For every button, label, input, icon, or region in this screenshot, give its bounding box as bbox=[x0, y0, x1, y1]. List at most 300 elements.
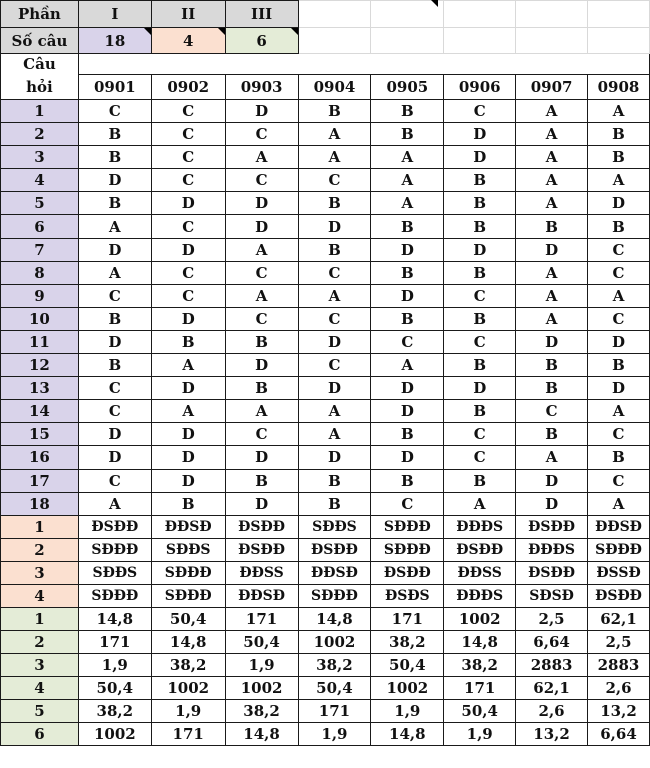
answer-cell[interactable]: 13,2 bbox=[516, 722, 588, 745]
question-number-cell[interactable]: 1 bbox=[1, 515, 79, 538]
exam-code-header[interactable]: 0901 bbox=[78, 75, 151, 100]
part-name-cell[interactable]: I bbox=[78, 1, 151, 28]
answer-cell[interactable]: A bbox=[444, 492, 516, 515]
answer-cell[interactable]: D bbox=[444, 238, 516, 261]
answer-cell[interactable]: 50,4 bbox=[371, 653, 444, 676]
answer-cell[interactable]: C bbox=[225, 123, 298, 146]
question-number-cell[interactable]: 2 bbox=[1, 538, 79, 561]
question-number-cell[interactable]: 3 bbox=[1, 561, 79, 584]
answer-cell[interactable]: D bbox=[151, 423, 225, 446]
cau-hoi-label-top: Câu bbox=[1, 54, 79, 75]
answer-cell[interactable]: D bbox=[78, 169, 151, 192]
answer-cell[interactable]: 171 bbox=[225, 607, 298, 630]
answer-cell[interactable]: C bbox=[225, 423, 298, 446]
answer-row bbox=[1, 192, 650, 215]
answer-cell[interactable]: B bbox=[298, 192, 371, 215]
answer-cell[interactable]: B bbox=[516, 215, 588, 238]
answer-row bbox=[1, 469, 650, 492]
answer-cell[interactable]: B bbox=[298, 238, 371, 261]
answer-cell[interactable]: A bbox=[371, 192, 444, 215]
answer-cell[interactable]: SĐĐĐ bbox=[151, 561, 225, 584]
answer-cell[interactable]: A bbox=[516, 284, 588, 307]
part-count-cell[interactable]: 18 bbox=[78, 28, 151, 54]
answer-cell[interactable]: A bbox=[516, 192, 588, 215]
answer-cell[interactable]: B bbox=[516, 354, 588, 377]
question-number-cell[interactable]: 14 bbox=[1, 400, 79, 423]
answer-cell[interactable]: ĐĐSĐ bbox=[298, 561, 371, 584]
empty-cell[interactable] bbox=[588, 28, 650, 54]
empty-cell[interactable] bbox=[516, 1, 588, 28]
answer-cell[interactable]: ĐSĐĐ bbox=[78, 515, 151, 538]
answer-cell[interactable]: B bbox=[444, 307, 516, 330]
answer-cell[interactable]: A bbox=[225, 146, 298, 169]
answer-cell[interactable]: D bbox=[371, 284, 444, 307]
answer-cell[interactable]: C bbox=[151, 215, 225, 238]
answer-cell[interactable]: D bbox=[588, 377, 650, 400]
answer-cell[interactable]: 38,2 bbox=[298, 653, 371, 676]
answer-cell[interactable]: D bbox=[516, 469, 588, 492]
answer-row bbox=[1, 215, 650, 238]
answer-cell[interactable]: 1,9 bbox=[225, 653, 298, 676]
answer-cell[interactable]: D bbox=[225, 354, 298, 377]
sheet-body bbox=[1, 1, 650, 746]
answer-cell[interactable]: 50,4 bbox=[444, 699, 516, 722]
answer-cell[interactable]: SĐĐĐ bbox=[78, 538, 151, 561]
answer-cell[interactable]: 13,2 bbox=[588, 699, 650, 722]
answer-cell[interactable]: SĐĐĐ bbox=[298, 584, 371, 607]
answer-cell[interactable]: SĐĐS bbox=[298, 515, 371, 538]
answer-cell[interactable]: ĐSĐĐ bbox=[371, 561, 444, 584]
answer-cell[interactable]: ĐSĐĐ bbox=[444, 538, 516, 561]
header-blank bbox=[78, 54, 649, 75]
empty-cell[interactable] bbox=[588, 1, 650, 28]
question-number-cell[interactable]: 4 bbox=[1, 584, 79, 607]
answer-cell[interactable]: 50,4 bbox=[151, 607, 225, 630]
answer-cell[interactable]: A bbox=[516, 446, 588, 469]
answer-row bbox=[1, 307, 650, 330]
answer-row bbox=[1, 261, 650, 284]
answer-cell[interactable]: 38,2 bbox=[78, 699, 151, 722]
answer-cell[interactable]: 1002 bbox=[225, 676, 298, 699]
answer-cell[interactable]: C bbox=[78, 377, 151, 400]
answer-row bbox=[1, 722, 650, 745]
question-number-cell[interactable]: 13 bbox=[1, 377, 79, 400]
answer-cell[interactable]: C bbox=[444, 446, 516, 469]
answer-cell[interactable]: B bbox=[78, 123, 151, 146]
exam-code-header[interactable]: 0906 bbox=[444, 75, 516, 100]
answer-cell[interactable]: 14,8 bbox=[151, 630, 225, 653]
answer-cell[interactable]: A bbox=[371, 169, 444, 192]
answer-cell[interactable]: D bbox=[588, 192, 650, 215]
answer-cell[interactable]: SĐĐĐ bbox=[371, 515, 444, 538]
answer-cell[interactable]: C bbox=[298, 261, 371, 284]
answer-cell[interactable]: ĐSĐĐ bbox=[588, 584, 650, 607]
answer-cell[interactable]: 1002 bbox=[371, 676, 444, 699]
answer-cell[interactable]: C bbox=[78, 469, 151, 492]
answer-cell[interactable]: C bbox=[298, 307, 371, 330]
answer-cell[interactable]: 1002 bbox=[151, 676, 225, 699]
answer-cell[interactable]: SĐĐĐ bbox=[151, 584, 225, 607]
answer-cell[interactable]: B bbox=[225, 377, 298, 400]
answer-cell[interactable]: D bbox=[298, 215, 371, 238]
answer-cell[interactable]: A bbox=[298, 423, 371, 446]
answer-cell[interactable]: 14,8 bbox=[298, 607, 371, 630]
answer-cell[interactable]: A bbox=[298, 146, 371, 169]
answer-cell[interactable]: D bbox=[298, 330, 371, 353]
answer-cell[interactable]: C bbox=[151, 146, 225, 169]
answer-cell[interactable]: C bbox=[225, 261, 298, 284]
answer-cell[interactable]: 2,5 bbox=[588, 630, 650, 653]
answer-cell[interactable]: 2883 bbox=[588, 653, 650, 676]
answer-row bbox=[1, 238, 650, 261]
part-count-cell[interactable]: 4 bbox=[151, 28, 225, 54]
answer-cell[interactable]: C bbox=[444, 284, 516, 307]
answer-cell[interactable]: B bbox=[588, 146, 650, 169]
answer-row bbox=[1, 377, 650, 400]
answer-cell[interactable]: C bbox=[225, 307, 298, 330]
answer-cell[interactable]: A bbox=[516, 123, 588, 146]
answer-cell[interactable]: 6,64 bbox=[588, 722, 650, 745]
answer-cell[interactable]: C bbox=[371, 492, 444, 515]
answer-cell[interactable]: D bbox=[225, 192, 298, 215]
question-number-cell[interactable]: 2 bbox=[1, 630, 79, 653]
answer-cell[interactable]: SĐĐS bbox=[151, 538, 225, 561]
answer-cell[interactable]: B bbox=[516, 423, 588, 446]
answer-cell[interactable]: 38,2 bbox=[371, 630, 444, 653]
exam-code-header[interactable]: 0907 bbox=[516, 75, 588, 100]
answer-cell[interactable]: C bbox=[78, 284, 151, 307]
answer-cell[interactable]: 14,8 bbox=[225, 722, 298, 745]
answer-cell[interactable]: C bbox=[298, 169, 371, 192]
answer-cell[interactable]: 62,1 bbox=[588, 607, 650, 630]
answer-cell[interactable]: B bbox=[444, 169, 516, 192]
empty-cell[interactable] bbox=[444, 1, 516, 28]
answer-cell[interactable]: C bbox=[151, 284, 225, 307]
question-number-cell[interactable]: 1 bbox=[1, 607, 79, 630]
answer-cell[interactable]: A bbox=[78, 215, 151, 238]
part-name-cell[interactable]: II bbox=[151, 1, 225, 28]
answer-cell[interactable]: A bbox=[588, 100, 650, 123]
answer-cell[interactable]: 50,4 bbox=[298, 676, 371, 699]
answer-cell[interactable]: SĐĐS bbox=[78, 561, 151, 584]
answer-cell[interactable]: D bbox=[298, 377, 371, 400]
answer-cell[interactable]: C bbox=[444, 330, 516, 353]
answer-cell[interactable]: 1002 bbox=[444, 607, 516, 630]
answer-row bbox=[1, 330, 650, 353]
answer-cell[interactable]: SĐĐĐ bbox=[588, 538, 650, 561]
answer-cell[interactable]: B bbox=[444, 354, 516, 377]
answer-cell[interactable]: B bbox=[516, 377, 588, 400]
part-count-cell[interactable]: 6 bbox=[225, 28, 298, 54]
exam-code-header[interactable]: 0908 bbox=[588, 75, 650, 100]
answer-cell[interactable]: 171 bbox=[444, 676, 516, 699]
answer-cell[interactable]: C bbox=[516, 400, 588, 423]
answer-cell[interactable]: B bbox=[444, 192, 516, 215]
answer-cell[interactable]: D bbox=[371, 446, 444, 469]
answer-cell[interactable]: 1,9 bbox=[444, 722, 516, 745]
answer-cell[interactable]: C bbox=[78, 100, 151, 123]
answer-cell[interactable]: A bbox=[151, 354, 225, 377]
answer-cell[interactable]: 2,6 bbox=[516, 699, 588, 722]
empty-cell[interactable] bbox=[444, 28, 516, 54]
answer-cell[interactable]: D bbox=[371, 377, 444, 400]
question-number-cell[interactable]: 4 bbox=[1, 676, 79, 699]
answer-cell[interactable]: ĐĐSĐ bbox=[225, 584, 298, 607]
answer-cell[interactable]: 1002 bbox=[78, 722, 151, 745]
answer-cell[interactable]: D bbox=[78, 238, 151, 261]
answer-cell[interactable]: 1,9 bbox=[151, 699, 225, 722]
answer-row bbox=[1, 123, 650, 146]
answer-cell[interactable]: D bbox=[371, 400, 444, 423]
code-header-row bbox=[1, 75, 650, 100]
answer-cell[interactable]: B bbox=[588, 446, 650, 469]
exam-code-header[interactable]: 0903 bbox=[225, 75, 298, 100]
answer-cell[interactable]: A bbox=[516, 100, 588, 123]
answer-cell[interactable]: B bbox=[371, 100, 444, 123]
answer-cell[interactable]: B bbox=[371, 307, 444, 330]
answer-row bbox=[1, 561, 650, 584]
answer-cell[interactable]: D bbox=[516, 492, 588, 515]
answer-cell[interactable]: 14,8 bbox=[444, 630, 516, 653]
question-number-cell[interactable]: 4 bbox=[1, 169, 79, 192]
question-number-cell[interactable]: 3 bbox=[1, 146, 79, 169]
question-number-cell[interactable]: 11 bbox=[1, 330, 79, 353]
answer-cell[interactable]: 6,64 bbox=[516, 630, 588, 653]
question-number-cell[interactable]: 10 bbox=[1, 307, 79, 330]
answer-cell[interactable]: ĐSĐĐ bbox=[516, 561, 588, 584]
answer-cell[interactable]: D bbox=[151, 192, 225, 215]
question-number-cell[interactable]: 2 bbox=[1, 123, 79, 146]
question-number-cell[interactable]: 6 bbox=[1, 215, 79, 238]
answer-cell[interactable]: D bbox=[78, 330, 151, 353]
answer-cell[interactable]: D bbox=[78, 423, 151, 446]
answer-cell[interactable]: B bbox=[444, 400, 516, 423]
answer-cell[interactable]: B bbox=[588, 123, 650, 146]
answer-cell[interactable]: A bbox=[225, 284, 298, 307]
answer-cell[interactable]: ĐĐĐS bbox=[516, 538, 588, 561]
question-number-cell[interactable]: 12 bbox=[1, 354, 79, 377]
answer-cell[interactable]: 38,2 bbox=[225, 699, 298, 722]
answer-row bbox=[1, 492, 650, 515]
answer-cell[interactable]: D bbox=[298, 446, 371, 469]
answer-cell[interactable]: 1002 bbox=[298, 630, 371, 653]
answer-cell[interactable]: C bbox=[444, 100, 516, 123]
part-name-cell[interactable]: III bbox=[225, 1, 298, 28]
answer-cell[interactable]: D bbox=[225, 215, 298, 238]
answer-cell[interactable]: A bbox=[516, 146, 588, 169]
answer-cell[interactable]: C bbox=[151, 169, 225, 192]
empty-cell[interactable] bbox=[298, 28, 371, 54]
answer-cell[interactable]: D bbox=[151, 446, 225, 469]
answer-cell[interactable]: D bbox=[151, 377, 225, 400]
phan-row bbox=[1, 1, 650, 28]
question-number-cell[interactable]: 17 bbox=[1, 469, 79, 492]
empty-cell[interactable] bbox=[371, 28, 444, 54]
answer-cell[interactable]: B bbox=[371, 261, 444, 284]
answer-cell[interactable]: D bbox=[444, 146, 516, 169]
question-number-cell[interactable]: 18 bbox=[1, 492, 79, 515]
answer-cell[interactable]: A bbox=[588, 492, 650, 515]
answer-cell[interactable]: ĐĐSĐ bbox=[588, 515, 650, 538]
answer-cell[interactable]: 2,6 bbox=[588, 676, 650, 699]
question-number-cell[interactable]: 5 bbox=[1, 699, 79, 722]
answer-cell[interactable]: B bbox=[78, 192, 151, 215]
answer-cell[interactable]: D bbox=[151, 469, 225, 492]
answer-cell[interactable]: ĐSĐĐ bbox=[225, 515, 298, 538]
exam-code-header[interactable]: 0905 bbox=[371, 75, 444, 100]
answer-cell[interactable]: B bbox=[298, 100, 371, 123]
question-number-cell[interactable]: 9 bbox=[1, 284, 79, 307]
cau-hoi-row-top bbox=[1, 54, 650, 75]
answer-cell[interactable]: A bbox=[516, 307, 588, 330]
answer-row bbox=[1, 584, 650, 607]
so-cau-row bbox=[1, 28, 650, 54]
empty-cell[interactable] bbox=[298, 1, 371, 28]
answer-cell[interactable]: D bbox=[516, 238, 588, 261]
answer-cell[interactable]: ĐSĐĐ bbox=[516, 515, 588, 538]
answer-cell[interactable]: 38,2 bbox=[444, 653, 516, 676]
answer-cell[interactable]: C bbox=[371, 330, 444, 353]
answer-cell[interactable]: A bbox=[516, 169, 588, 192]
answer-cell[interactable]: 1,9 bbox=[298, 722, 371, 745]
answer-cell[interactable]: 2,5 bbox=[516, 607, 588, 630]
answer-cell[interactable]: B bbox=[444, 215, 516, 238]
answer-cell[interactable]: B bbox=[151, 330, 225, 353]
answer-cell[interactable]: SĐĐĐ bbox=[78, 584, 151, 607]
answer-cell[interactable]: B bbox=[371, 215, 444, 238]
answer-cell[interactable]: D bbox=[444, 123, 516, 146]
answer-cell[interactable]: B bbox=[444, 469, 516, 492]
answer-cell[interactable]: D bbox=[225, 446, 298, 469]
question-number-cell[interactable]: 16 bbox=[1, 446, 79, 469]
exam-code-header[interactable]: 0904 bbox=[298, 75, 371, 100]
answer-cell[interactable]: A bbox=[225, 238, 298, 261]
answer-cell[interactable]: 62,1 bbox=[516, 676, 588, 699]
answer-cell[interactable]: B bbox=[371, 123, 444, 146]
answer-cell[interactable]: A bbox=[371, 354, 444, 377]
question-number-cell[interactable]: 15 bbox=[1, 423, 79, 446]
answer-cell[interactable]: C bbox=[588, 238, 650, 261]
answer-cell[interactable]: 2883 bbox=[516, 653, 588, 676]
empty-cell[interactable] bbox=[516, 28, 588, 54]
answer-cell[interactable]: ĐĐĐS bbox=[444, 515, 516, 538]
exam-code-header[interactable]: 0902 bbox=[151, 75, 225, 100]
answer-cell[interactable]: C bbox=[151, 123, 225, 146]
answer-cell[interactable]: A bbox=[371, 146, 444, 169]
answer-cell[interactable]: D bbox=[444, 377, 516, 400]
answer-cell[interactable]: SĐĐĐ bbox=[371, 538, 444, 561]
answer-cell[interactable]: SĐSĐ bbox=[516, 584, 588, 607]
answer-cell[interactable]: 50,4 bbox=[225, 630, 298, 653]
answer-cell[interactable]: B bbox=[78, 307, 151, 330]
answer-cell[interactable]: D bbox=[151, 238, 225, 261]
answer-cell[interactable]: 14,8 bbox=[78, 607, 151, 630]
answer-cell[interactable]: 171 bbox=[78, 630, 151, 653]
answer-cell[interactable]: ĐĐSS bbox=[225, 561, 298, 584]
answer-cell[interactable]: D bbox=[225, 492, 298, 515]
answer-cell[interactable]: A bbox=[78, 261, 151, 284]
answer-row bbox=[1, 538, 650, 561]
answer-cell[interactable]: ĐSĐĐ bbox=[298, 538, 371, 561]
answer-cell[interactable]: B bbox=[588, 354, 650, 377]
answer-cell[interactable]: A bbox=[298, 123, 371, 146]
answer-cell[interactable]: 1,9 bbox=[78, 653, 151, 676]
answer-cell[interactable]: D bbox=[588, 330, 650, 353]
answer-cell[interactable]: 14,8 bbox=[371, 722, 444, 745]
answer-cell[interactable]: D bbox=[225, 100, 298, 123]
answer-cell[interactable]: A bbox=[298, 400, 371, 423]
question-number-cell[interactable]: 8 bbox=[1, 261, 79, 284]
answer-cell[interactable]: B bbox=[225, 330, 298, 353]
answer-cell[interactable]: A bbox=[588, 284, 650, 307]
answer-cell[interactable]: A bbox=[516, 261, 588, 284]
answer-cell[interactable]: A bbox=[78, 492, 151, 515]
answer-cell[interactable]: A bbox=[151, 400, 225, 423]
answer-cell[interactable]: 1,9 bbox=[371, 699, 444, 722]
answer-cell[interactable]: B bbox=[588, 215, 650, 238]
answer-cell[interactable]: A bbox=[298, 284, 371, 307]
answer-cell[interactable]: D bbox=[516, 330, 588, 353]
answer-cell[interactable]: B bbox=[78, 146, 151, 169]
answer-cell[interactable]: ĐĐSS bbox=[444, 561, 516, 584]
cau-hoi-label-bottom: hỏi bbox=[1, 75, 79, 100]
answer-cell[interactable]: 171 bbox=[298, 699, 371, 722]
answer-cell[interactable]: C bbox=[151, 100, 225, 123]
answer-cell[interactable]: A bbox=[225, 400, 298, 423]
answer-cell[interactable]: ĐĐSĐ bbox=[151, 515, 225, 538]
answer-cell[interactable]: C bbox=[588, 307, 650, 330]
answer-cell[interactable]: 38,2 bbox=[151, 653, 225, 676]
answer-cell[interactable]: A bbox=[588, 400, 650, 423]
answer-cell[interactable]: B bbox=[225, 469, 298, 492]
answer-cell[interactable]: ĐSĐS bbox=[371, 584, 444, 607]
answer-cell[interactable]: C bbox=[78, 400, 151, 423]
answer-cell[interactable]: C bbox=[588, 469, 650, 492]
answer-cell[interactable]: B bbox=[78, 354, 151, 377]
answer-cell[interactable]: C bbox=[298, 354, 371, 377]
question-number-cell[interactable]: 6 bbox=[1, 722, 79, 745]
answer-cell[interactable]: 171 bbox=[151, 722, 225, 745]
answer-row bbox=[1, 699, 650, 722]
answer-cell[interactable]: 50,4 bbox=[78, 676, 151, 699]
question-number-cell[interactable]: 5 bbox=[1, 192, 79, 215]
answer-cell[interactable]: B bbox=[444, 261, 516, 284]
answer-cell[interactable]: C bbox=[444, 423, 516, 446]
answer-cell[interactable]: C bbox=[588, 423, 650, 446]
answer-row bbox=[1, 284, 650, 307]
answer-cell[interactable]: ĐĐĐS bbox=[444, 584, 516, 607]
answer-cell[interactable]: B bbox=[371, 423, 444, 446]
answer-cell[interactable]: D bbox=[78, 446, 151, 469]
answer-cell[interactable]: ĐSĐĐ bbox=[225, 538, 298, 561]
answer-cell[interactable]: B bbox=[151, 492, 225, 515]
comment-indicator-icon bbox=[431, 0, 438, 7]
answer-cell[interactable]: B bbox=[371, 469, 444, 492]
answer-cell[interactable]: C bbox=[151, 261, 225, 284]
answer-cell[interactable]: C bbox=[225, 169, 298, 192]
answer-cell[interactable]: ĐSSĐ bbox=[588, 561, 650, 584]
answer-cell[interactable]: C bbox=[588, 261, 650, 284]
answer-cell[interactable]: A bbox=[588, 169, 650, 192]
question-number-cell[interactable]: 7 bbox=[1, 238, 79, 261]
answer-cell[interactable]: D bbox=[371, 238, 444, 261]
answer-cell[interactable]: 171 bbox=[371, 607, 444, 630]
question-number-cell[interactable]: 1 bbox=[1, 100, 79, 123]
question-number-cell[interactable]: 3 bbox=[1, 653, 79, 676]
answer-cell[interactable]: B bbox=[298, 492, 371, 515]
answer-cell[interactable]: B bbox=[298, 469, 371, 492]
answer-cell[interactable]: D bbox=[151, 307, 225, 330]
